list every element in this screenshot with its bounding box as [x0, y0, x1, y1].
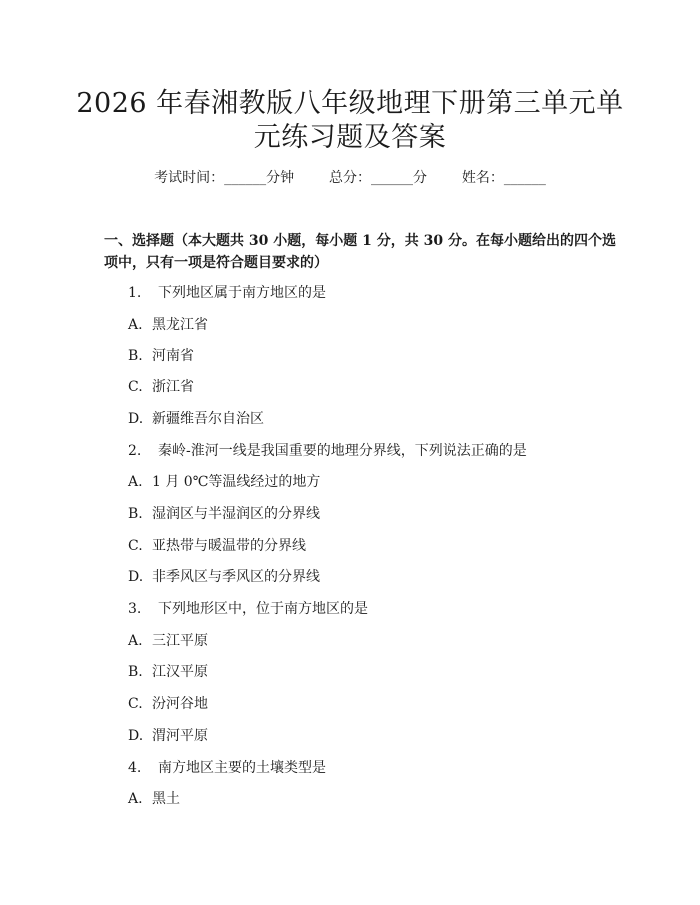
question-4	[128, 758, 326, 778]
option-1b	[128, 346, 194, 366]
option-2a	[128, 472, 320, 492]
option-letter: C.	[128, 538, 143, 554]
question-number: 4.	[128, 760, 142, 776]
option-text: 江汉平原	[152, 664, 208, 680]
option-text: 非季风区与季风区的分界线	[152, 569, 320, 585]
option-3b	[128, 662, 208, 682]
option-letter: D.	[128, 569, 144, 585]
total-score-unit: 分	[413, 170, 427, 186]
total-score-label: 总分：	[329, 170, 371, 186]
option-text: 三江平原	[152, 633, 208, 649]
option-text: 渭河平原	[152, 728, 208, 744]
exam-info	[0, 168, 700, 188]
option-text: 黑龙江省	[152, 317, 208, 333]
option-text: 浙江省	[152, 379, 194, 395]
question-2	[128, 441, 527, 461]
option-text: 1 月 0℃等温线经过的地方	[152, 474, 321, 490]
document-title-line-2: 元练习题及答案	[253, 122, 447, 153]
option-3d	[128, 726, 208, 746]
option-3c	[128, 694, 208, 714]
option-letter: A.	[128, 474, 143, 490]
exam-time-label: 考试时间：	[154, 170, 225, 186]
option-text: 黑土	[152, 791, 180, 807]
exam-time-blank: ______	[224, 170, 267, 186]
option-letter: B.	[128, 348, 143, 364]
option-4a	[128, 789, 180, 809]
exam-time-unit: 分钟	[266, 170, 295, 186]
option-1a	[128, 315, 208, 335]
question-text: 下列地区属于南方地区的是	[158, 285, 326, 301]
option-text: 新疆维吾尔自治区	[152, 411, 264, 427]
question-1	[128, 283, 326, 303]
option-letter: C.	[128, 696, 143, 712]
question-3	[128, 599, 368, 619]
document-title-line-1: 2026 年春湘教版八年级地理下册第三单元单	[76, 88, 624, 119]
option-text: 河南省	[152, 348, 194, 364]
question-number: 3.	[128, 601, 142, 617]
option-text: 亚热带与暖温带的分界线	[152, 538, 306, 554]
question-text: 秦岭-淮河一线是我国重要的地理分界线，下列说法正确的是	[158, 443, 527, 459]
section-heading-line-1: 一、选择题（本大题共 30 小题，每小题 1 分，共 30 分。在每小题给出的四个选	[104, 233, 616, 249]
option-text: 汾河谷地	[152, 696, 208, 712]
option-letter: D.	[128, 411, 144, 427]
student-name-label: 姓名：	[461, 170, 504, 186]
option-1d	[128, 409, 264, 429]
option-2b	[128, 504, 320, 524]
option-1c	[128, 377, 194, 397]
student-name-blank: ______	[503, 170, 546, 186]
option-letter: A.	[128, 791, 143, 807]
option-text: 湿润区与半湿润区的分界线	[152, 506, 320, 522]
option-letter: D.	[128, 728, 144, 744]
option-letter: A.	[128, 317, 143, 333]
question-number: 1.	[128, 285, 142, 301]
total-score-blank: ______	[371, 170, 413, 186]
section-heading-line-2: 项中，只有一项是符合题目要求的）	[104, 255, 328, 271]
option-letter: A.	[128, 633, 143, 649]
option-letter: B.	[128, 664, 143, 680]
question-text: 下列地形区中，位于南方地区的是	[158, 601, 368, 617]
question-number: 2.	[128, 443, 142, 459]
option-letter: C.	[128, 379, 143, 395]
option-2d	[128, 567, 320, 587]
option-letter: B.	[128, 506, 143, 522]
option-2c	[128, 536, 306, 556]
option-3a	[128, 631, 208, 651]
question-text: 南方地区主要的土壤类型是	[158, 760, 326, 776]
